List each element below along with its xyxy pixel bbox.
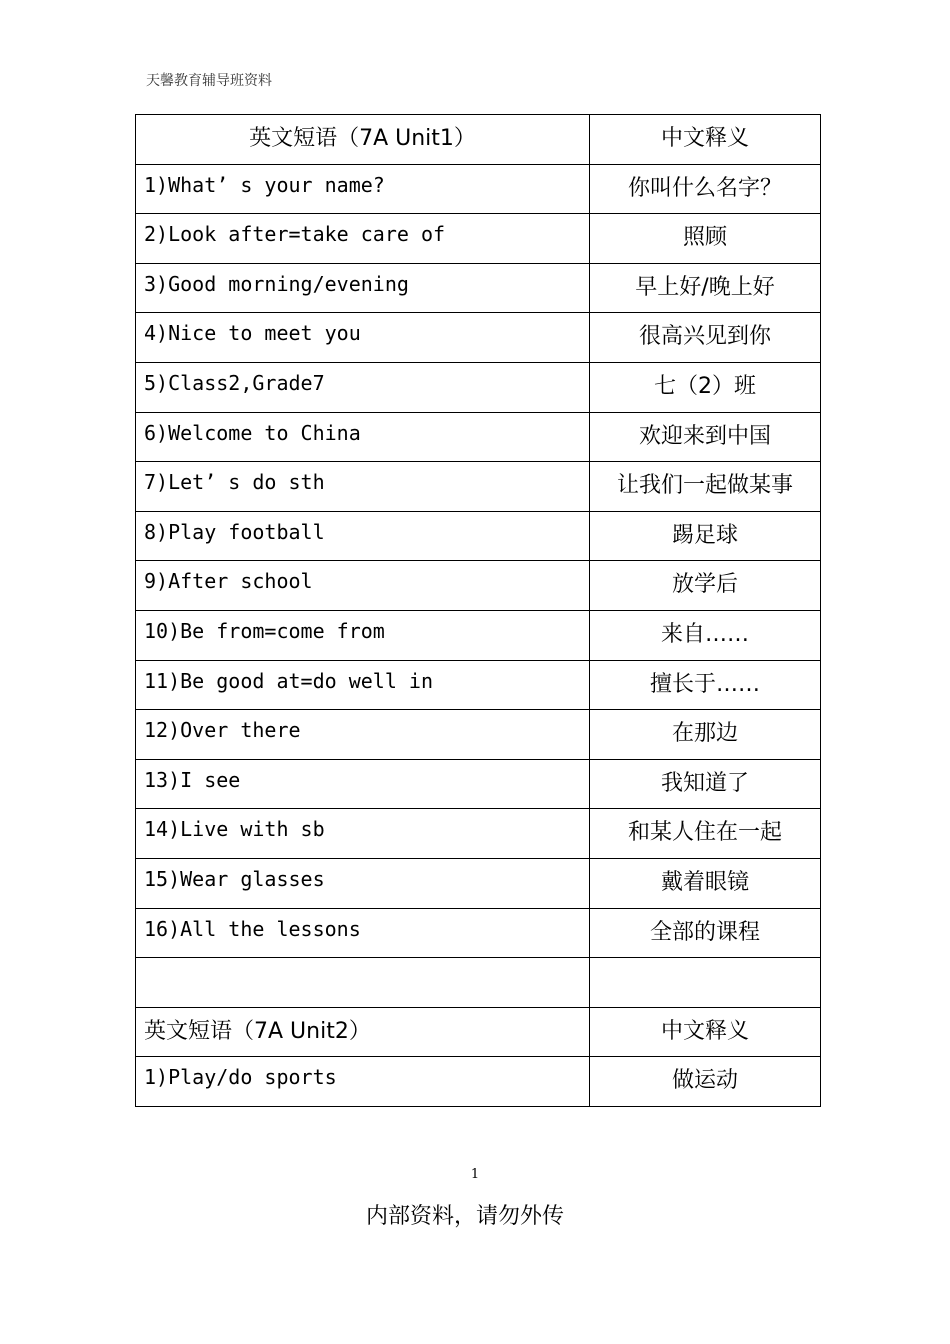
- table-header-row-unit2: [136, 1007, 821, 1057]
- table-row: [136, 1057, 821, 1107]
- phrase-en: 11)Be good at=do well in: [136, 660, 590, 710]
- phrase-zh: 放学后: [590, 561, 821, 611]
- header-english-phrases: 英文短语（7A Unit1）: [136, 115, 590, 165]
- phrase-zh: 踢足球: [590, 511, 821, 561]
- phrase-zh: 七（2）班: [590, 362, 821, 412]
- table-row: [136, 561, 821, 611]
- table-row: [136, 660, 821, 710]
- phrase-en: 2)Look after=take care of: [136, 214, 590, 264]
- empty-cell: [136, 958, 590, 1008]
- table-row: [136, 313, 821, 363]
- table-row: [136, 462, 821, 512]
- table-row: [136, 858, 821, 908]
- phrase-zh: 全部的课程: [590, 908, 821, 958]
- phrase-en: 13)I see: [136, 759, 590, 809]
- phrase-zh: 来自……: [590, 610, 821, 660]
- phrase-en: 12)Over there: [136, 710, 590, 760]
- table-row: [136, 759, 821, 809]
- table-row: [136, 908, 821, 958]
- empty-row: [136, 958, 821, 1008]
- phrase-en: 9)After school: [136, 561, 590, 611]
- empty-cell: [590, 958, 821, 1008]
- document-header: 天馨教育辅导班资料: [146, 73, 272, 89]
- table-row: [136, 164, 821, 214]
- phrase-en: 1)Play/do sports: [136, 1057, 590, 1107]
- page-number: 1: [470, 1167, 480, 1182]
- phrase-zh: 让我们一起做某事: [590, 462, 821, 512]
- phrase-zh: 你叫什么名字？: [590, 164, 821, 214]
- phrase-en: 5)Class2,Grade7: [136, 362, 590, 412]
- phrase-zh: 做运动: [590, 1057, 821, 1107]
- phrase-zh: 很高兴见到你: [590, 313, 821, 363]
- phrase-en: 1)What’ s your name?: [136, 164, 590, 214]
- phrase-zh: 照顾: [590, 214, 821, 264]
- header-english-phrases-unit2: 英文短语（7A Unit2）: [136, 1007, 590, 1057]
- footer-notice: 内部资料，请勿外传: [365, 1204, 564, 1229]
- table-row: [136, 710, 821, 760]
- phrase-en: 6)Welcome to China: [136, 412, 590, 462]
- phrase-zh: 和某人住在一起: [590, 809, 821, 859]
- phrase-zh: 戴着眼镜: [590, 858, 821, 908]
- table-row: [136, 362, 821, 412]
- phrase-zh: 早上好/晚上好: [590, 263, 821, 313]
- table-row: [136, 809, 821, 859]
- header-chinese-meaning-unit2: 中文释义: [590, 1007, 821, 1057]
- phrase-en: 10)Be from=come from: [136, 610, 590, 660]
- table-header-row: [136, 115, 821, 165]
- phrase-en: 14)Live with sb: [136, 809, 590, 859]
- phrase-en: 4)Nice to meet you: [136, 313, 590, 363]
- phrase-en: 3)Good morning/evening: [136, 263, 590, 313]
- table-row: [136, 214, 821, 264]
- phrase-en: 15)Wear glasses: [136, 858, 590, 908]
- phrase-en: 16)All the lessons: [136, 908, 590, 958]
- phrase-zh: 欢迎来到中国: [590, 412, 821, 462]
- table-row: [136, 610, 821, 660]
- phrase-en: 8)Play football: [136, 511, 590, 561]
- table-row: [136, 263, 821, 313]
- header-chinese-meaning: 中文释义: [590, 115, 821, 165]
- phrase-en: 7)Let’ s do sth: [136, 462, 590, 512]
- table-row: [136, 511, 821, 561]
- phrase-zh: 在那边: [590, 710, 821, 760]
- phrase-table: [135, 114, 821, 1107]
- table-row: [136, 412, 821, 462]
- phrase-zh: 我知道了: [590, 759, 821, 809]
- phrase-zh: 擅长于……: [590, 660, 821, 710]
